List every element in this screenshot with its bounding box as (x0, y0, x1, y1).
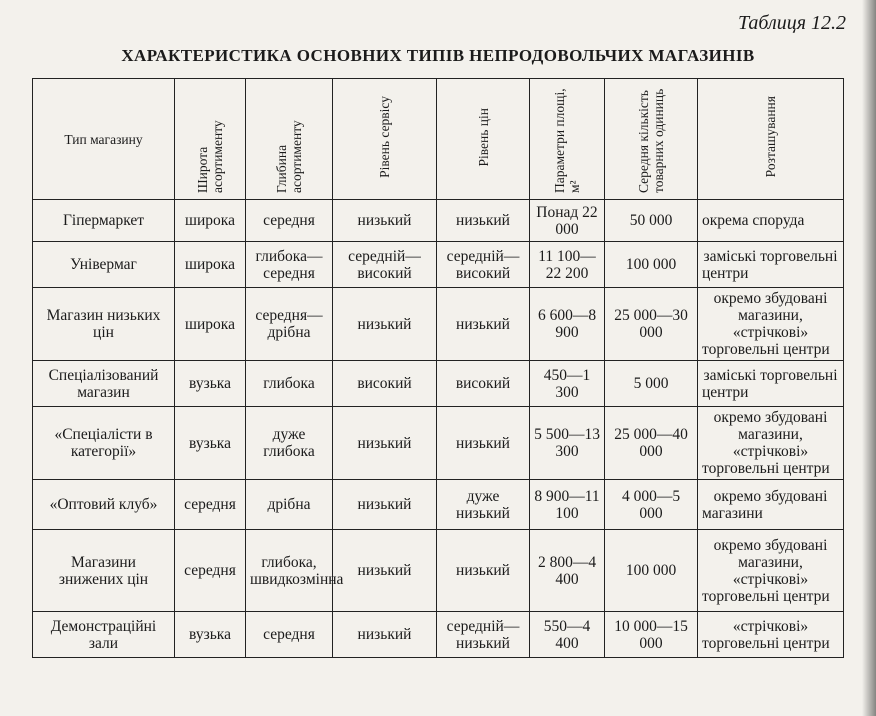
table-caption: Таблиця 12.2 (738, 12, 846, 34)
header-depth: Глибина асортименту (246, 79, 333, 200)
cell-type: Універмаг (33, 242, 175, 288)
cell-units: 5 000 (605, 361, 698, 407)
header-location: Розташування (698, 79, 844, 200)
cell-area: 11 100—22 200 (530, 242, 605, 288)
cell-width: широка (175, 288, 246, 361)
cell-depth: дуже глибока (246, 407, 333, 480)
table-row (33, 288, 844, 361)
cell-depth: глибока, швидкозмінна (246, 530, 333, 612)
cell-depth: дрібна (246, 480, 333, 530)
cell-type: Магазин низьких цін (33, 288, 175, 361)
cell-location: окремо збудовані магазини, «стрічкові» торговельні центри (698, 530, 844, 612)
cell-location: окрема споруда (698, 200, 844, 242)
cell-location: окремо збудовані магазини (698, 480, 844, 530)
header-area: Параметри площі, м² (530, 79, 605, 200)
cell-units: 4 000—5 000 (605, 480, 698, 530)
cell-price: середній—низький (437, 612, 530, 658)
cell-area: 6 600—8 900 (530, 288, 605, 361)
table-row (33, 612, 844, 658)
cell-service: середній—високий (333, 242, 437, 288)
cell-units: 100 000 (605, 530, 698, 612)
cell-type: Гіпермаркет (33, 200, 175, 242)
cell-area: 2 800—4 400 (530, 530, 605, 612)
table-row (33, 407, 844, 480)
table-title: ХАРАКТЕРИСТИКА ОСНОВНИХ ТИПІВ НЕПРОДОВОЛЬЧИХ МАГАЗИНІВ (121, 46, 755, 65)
cell-price: низький (437, 200, 530, 242)
cell-width: середня (175, 480, 246, 530)
cell-location: заміські торговельні центри (698, 242, 844, 288)
cell-location: «стрічкові» торговельні центри (698, 612, 844, 658)
cell-type: Спеціалізований магазин (33, 361, 175, 407)
cell-depth: глибока—середня (246, 242, 333, 288)
cell-units: 10 000—15 000 (605, 612, 698, 658)
table-row (33, 200, 844, 242)
stores-table (32, 78, 844, 658)
table-row (33, 480, 844, 530)
cell-price: низький (437, 530, 530, 612)
header-width: Широта асортименту (175, 79, 246, 200)
cell-width: вузька (175, 361, 246, 407)
cell-depth: глибока (246, 361, 333, 407)
cell-depth: середня—дрібна (246, 288, 333, 361)
cell-price: низький (437, 407, 530, 480)
cell-area: 550—4 400 (530, 612, 605, 658)
cell-width: вузька (175, 612, 246, 658)
cell-depth: середня (246, 200, 333, 242)
cell-service: низький (333, 530, 437, 612)
header-price: Рівень цін (437, 79, 530, 200)
cell-service: низький (333, 480, 437, 530)
cell-location: окремо збудовані магазини, «стрічкові» торговельні центри (698, 407, 844, 480)
table-row (33, 530, 844, 612)
cell-price: дуже низький (437, 480, 530, 530)
header-type: Тип магазину (33, 79, 175, 200)
cell-type: Демонстраційні зали (33, 612, 175, 658)
cell-location: заміські торговельні центри (698, 361, 844, 407)
cell-price: високий (437, 361, 530, 407)
cell-area: 450—1 300 (530, 361, 605, 407)
table-row (33, 361, 844, 407)
cell-width: широка (175, 242, 246, 288)
cell-area: Понад 22 000 (530, 200, 605, 242)
cell-location: окремо збудовані магазини, «стрічкові» торговельні центри (698, 288, 844, 361)
header-service: Рівень сервісу (333, 79, 437, 200)
cell-type: «Оптовий клуб» (33, 480, 175, 530)
cell-price: низький (437, 288, 530, 361)
cell-units: 25 000—40 000 (605, 407, 698, 480)
cell-area: 5 500—13 300 (530, 407, 605, 480)
cell-type: Магазини знижених цін (33, 530, 175, 612)
cell-service: низький (333, 407, 437, 480)
cell-service: низький (333, 200, 437, 242)
cell-depth: середня (246, 612, 333, 658)
cell-area: 8 900—11 100 (530, 480, 605, 530)
cell-type: «Спеціалісти в категорії» (33, 407, 175, 480)
cell-service: високий (333, 361, 437, 407)
cell-width: середня (175, 530, 246, 612)
cell-service: низький (333, 288, 437, 361)
cell-service: низький (333, 612, 437, 658)
table-row (33, 242, 844, 288)
cell-price: середній—високий (437, 242, 530, 288)
cell-width: широка (175, 200, 246, 242)
header-units: Середня кількість товарних одиниць (605, 79, 698, 200)
cell-units: 50 000 (605, 200, 698, 242)
cell-units: 25 000—30 000 (605, 288, 698, 361)
header-row (33, 79, 844, 200)
cell-width: вузька (175, 407, 246, 480)
page-edge-shadow (862, 0, 876, 716)
cell-units: 100 000 (605, 242, 698, 288)
